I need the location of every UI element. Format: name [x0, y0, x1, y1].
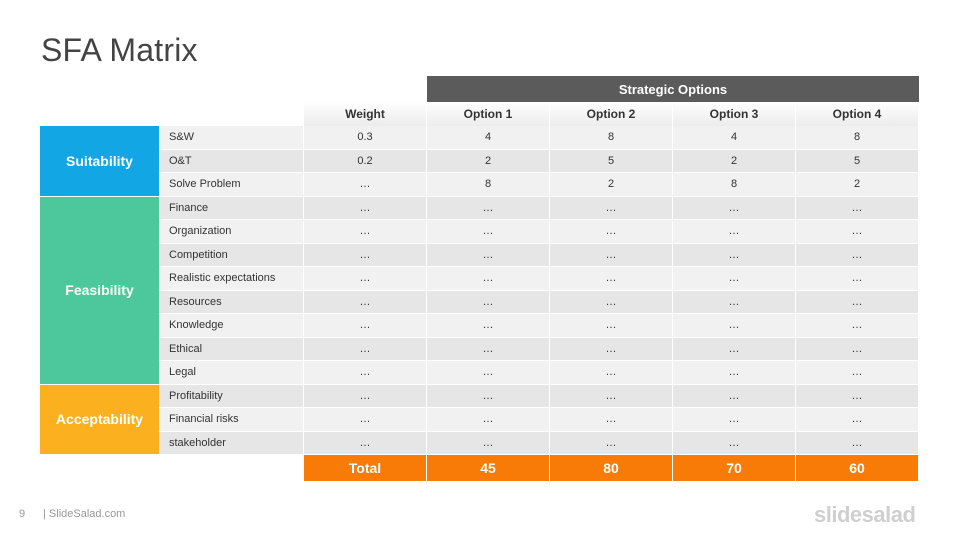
option-4-cell: … — [796, 338, 919, 362]
weight-cell: … — [304, 385, 427, 409]
option-1-cell: … — [427, 291, 550, 315]
column-header-option-1: Option 1 — [427, 102, 550, 126]
total-option-3: 70 — [673, 455, 796, 481]
option-4-cell: … — [796, 291, 919, 315]
column-header-option-2: Option 2 — [550, 102, 673, 126]
option-4-cell: … — [796, 385, 919, 409]
option-1-cell: … — [427, 314, 550, 338]
option-1-cell: … — [427, 408, 550, 432]
group-header-row — [40, 76, 919, 102]
option-1-cell: … — [427, 267, 550, 291]
weight-cell: … — [304, 267, 427, 291]
criterion-label: Ethical — [159, 338, 304, 362]
option-4-cell: … — [796, 197, 919, 221]
criterion-label: Realistic expectations — [159, 267, 304, 291]
slidesalad-logo: slidesalad — [814, 502, 916, 527]
weight-cell: … — [304, 432, 427, 456]
option-1-cell: 2 — [427, 150, 550, 174]
option-4-cell: 2 — [796, 173, 919, 197]
option-2-cell: … — [550, 244, 673, 268]
category-feasibility: Feasibility — [40, 197, 159, 385]
category-acceptability: Acceptability — [40, 385, 159, 456]
option-1-cell: … — [427, 220, 550, 244]
option-4-cell: … — [796, 244, 919, 268]
total-option-1: 45 — [427, 455, 550, 481]
criterion-label: Knowledge — [159, 314, 304, 338]
option-1-cell: … — [427, 244, 550, 268]
weight-cell: … — [304, 197, 427, 221]
table-row — [40, 314, 919, 338]
column-header-option-4: Option 4 — [796, 102, 919, 126]
option-4-cell: 8 — [796, 126, 919, 150]
footer-website: | SlideSalad.com — [43, 508, 126, 520]
option-4-cell: … — [796, 314, 919, 338]
table-row — [40, 220, 919, 244]
option-1-cell: … — [427, 432, 550, 456]
option-4-cell: … — [796, 361, 919, 385]
total-label: Total — [304, 455, 427, 481]
option-3-cell: … — [673, 338, 796, 362]
option-1-cell: 4 — [427, 126, 550, 150]
option-2-cell: … — [550, 220, 673, 244]
option-1-cell: 8 — [427, 173, 550, 197]
option-3-cell: … — [673, 244, 796, 268]
option-1-cell: … — [427, 385, 550, 409]
criterion-label: stakeholder — [159, 432, 304, 456]
table-row — [40, 361, 919, 385]
criterion-label: O&T — [159, 150, 304, 174]
option-3-cell: … — [673, 432, 796, 456]
table-row — [40, 291, 919, 315]
table-row — [40, 150, 919, 174]
option-1-cell: … — [427, 338, 550, 362]
option-2-cell: … — [550, 267, 673, 291]
weight-cell: … — [304, 220, 427, 244]
option-2-cell: 5 — [550, 150, 673, 174]
option-2-cell: 2 — [550, 173, 673, 197]
option-3-cell: … — [673, 197, 796, 221]
table-row — [40, 173, 919, 197]
table-row — [40, 338, 919, 362]
total-option-2: 80 — [550, 455, 673, 481]
criterion-label: Solve Problem — [159, 173, 304, 197]
option-3-cell: … — [673, 408, 796, 432]
option-2-cell: … — [550, 361, 673, 385]
table-row — [40, 244, 919, 268]
option-3-cell: … — [673, 361, 796, 385]
option-2-cell: … — [550, 432, 673, 456]
option-3-cell: … — [673, 385, 796, 409]
column-header-option-3: Option 3 — [673, 102, 796, 126]
slide-title: SFA Matrix — [41, 32, 198, 68]
table-row — [40, 267, 919, 291]
table-row — [40, 126, 919, 150]
strategic-options-header: Strategic Options — [427, 76, 919, 102]
weight-cell: 0.3 — [304, 126, 427, 150]
option-3-cell: 4 — [673, 126, 796, 150]
criterion-label: Organization — [159, 220, 304, 244]
sfa-matrix-table — [40, 76, 919, 481]
option-4-cell: … — [796, 220, 919, 244]
column-header-weight: Weight — [304, 102, 427, 126]
criterion-label: Financial risks — [159, 408, 304, 432]
option-3-cell: … — [673, 291, 796, 315]
column-header-row — [40, 102, 919, 126]
weight-cell: 0.2 — [304, 150, 427, 174]
page-number: 9 — [19, 508, 26, 520]
option-3-cell: 8 — [673, 173, 796, 197]
option-2-cell: … — [550, 385, 673, 409]
total-row — [40, 455, 919, 481]
table-row — [40, 385, 919, 409]
table-row — [40, 408, 919, 432]
option-2-cell: … — [550, 197, 673, 221]
option-3-cell: … — [673, 314, 796, 338]
option-2-cell: … — [550, 338, 673, 362]
option-4-cell: … — [796, 408, 919, 432]
weight-cell: … — [304, 173, 427, 197]
criterion-label: Finance — [159, 197, 304, 221]
weight-cell: … — [304, 338, 427, 362]
weight-cell: … — [304, 314, 427, 338]
total-option-4: 60 — [796, 455, 919, 481]
option-2-cell: … — [550, 314, 673, 338]
table-row — [40, 432, 919, 456]
option-2-cell: … — [550, 408, 673, 432]
option-4-cell: … — [796, 432, 919, 456]
criterion-label: Legal — [159, 361, 304, 385]
option-3-cell: … — [673, 220, 796, 244]
category-suitability: Suitability — [40, 126, 159, 197]
weight-cell: … — [304, 361, 427, 385]
weight-cell: … — [304, 244, 427, 268]
table-row — [40, 197, 919, 221]
option-1-cell: … — [427, 361, 550, 385]
criterion-label: Profitability — [159, 385, 304, 409]
criterion-label: Competition — [159, 244, 304, 268]
option-2-cell: 8 — [550, 126, 673, 150]
weight-cell: … — [304, 408, 427, 432]
option-2-cell: … — [550, 291, 673, 315]
option-1-cell: … — [427, 197, 550, 221]
option-4-cell: 5 — [796, 150, 919, 174]
criterion-label: Resources — [159, 291, 304, 315]
weight-cell: … — [304, 291, 427, 315]
option-3-cell: 2 — [673, 150, 796, 174]
criterion-label: S&W — [159, 126, 304, 150]
option-4-cell: … — [796, 267, 919, 291]
option-3-cell: … — [673, 267, 796, 291]
